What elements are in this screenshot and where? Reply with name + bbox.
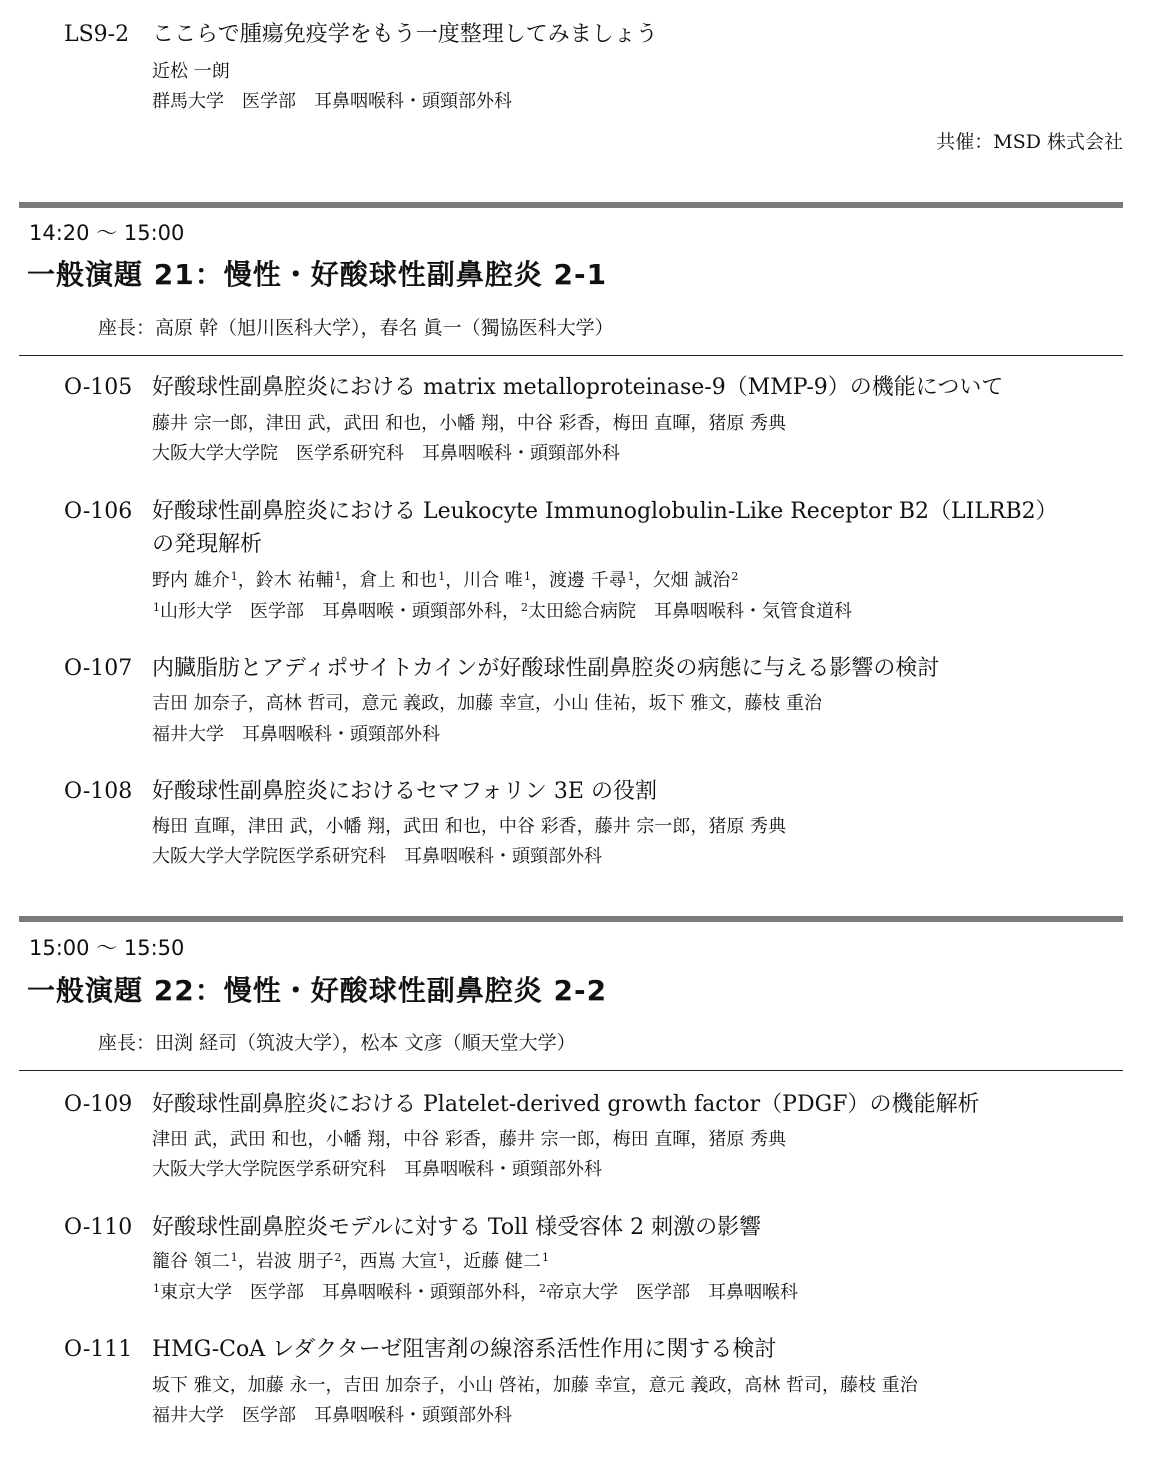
affiliation-mark: 1	[153, 1282, 160, 1295]
presentation-affiliation: 群馬大学 医学部 耳鼻咽喉科・頭頸部外科	[152, 91, 512, 112]
presentation-code: O-110	[64, 1215, 133, 1240]
affiliation-text: 太田総合病院 耳鼻咽喉科・気管食道科	[528, 601, 852, 622]
presentation-affiliation: 福井大学 耳鼻咽喉科・頭頸部外科	[152, 724, 440, 745]
presentation-code: O-111	[64, 1337, 133, 1362]
author-affiliation-mark: 1	[230, 570, 238, 583]
author-affiliation-mark: 2	[731, 570, 739, 583]
presentation-code: O-108	[64, 779, 133, 804]
presentation-title: ここらで腫瘍免疫学をもう一度整理してみましょう	[152, 22, 658, 47]
presentation-affiliation: 大阪大学大学院医学系研究科 耳鼻咽喉科・頭頸部外科	[152, 1159, 602, 1180]
presentation-code: O-105	[64, 375, 133, 400]
presentation-code: O-109	[64, 1092, 133, 1117]
session-title: 一般演題 22：慢性・好酸球性副鼻腔炎 2-2	[27, 974, 608, 1007]
session-divider-thick	[19, 916, 1123, 922]
presentation-authors: 坂下 雅文，加藤 永一，吉田 加奈子，小山 啓祐，加藤 幸宣，意元 義政，高林 哲司，藤枝 重治	[152, 1375, 918, 1396]
session-title: 一般演題 21：慢性・好酸球性副鼻腔炎 2-1	[27, 258, 608, 291]
author-name: 鈴木 祐輔	[255, 570, 334, 591]
author-separator: ，	[530, 570, 549, 591]
session-time: 15:00 ～ 15:50	[29, 936, 185, 960]
author-separator: ，	[634, 570, 653, 591]
affiliation-text: 帝京大学 医学部 耳鼻咽喉科	[546, 1282, 798, 1303]
presentation-title: 好酸球性副鼻腔炎における matrix metalloproteinase-9（MMP-9）の機能について	[152, 375, 1004, 400]
presentation-code: O-107	[64, 656, 133, 681]
author-name: 倉上 和也	[359, 570, 438, 591]
presentation-authors: 藤井 宗一郎，津田 武，武田 和也，小幡 翔，中谷 彩香，梅田 直暉，猪原 秀典	[152, 413, 787, 434]
session-divider-thin	[19, 355, 1123, 356]
author-name: 近藤 健二	[463, 1251, 541, 1272]
presentation-title: 好酸球性副鼻腔炎におけるセマフォリン 3E の役割	[152, 779, 657, 804]
author-name: 欠畑 誠治	[652, 570, 731, 591]
author-affiliation-mark: 1	[541, 1251, 549, 1264]
author-separator: ，	[237, 570, 256, 591]
author-separator: ，	[341, 1251, 360, 1272]
affiliation-mark: 2	[539, 1282, 546, 1295]
presentation-affiliation: 福井大学 医学部 耳鼻咽喉科・頭頸部外科	[152, 1405, 512, 1426]
session-chairs: 座長：田渕 経司（筑波大学），松本 文彦（順天堂大学）	[98, 1032, 576, 1054]
author-affiliation-mark: 1	[334, 570, 342, 583]
author-name: 渡邊 千尋	[548, 570, 627, 591]
author-name: 西嶌 大宣	[359, 1251, 438, 1272]
author-separator: ，	[341, 570, 360, 591]
author-separator: ，	[445, 570, 464, 591]
presentation-authors: 近松 一朗	[152, 61, 230, 82]
author-separator: ，	[237, 1251, 256, 1272]
sponsor-note: 共催：MSD 株式会社	[936, 131, 1123, 153]
author-affiliation-mark: 1	[438, 1251, 446, 1264]
session-divider-thick	[19, 202, 1123, 208]
presentation-title: HMG-CoA レダクターゼ阻害剤の線溶系活性作用に関する検討	[152, 1337, 777, 1362]
author-affiliation-mark: 1	[230, 1251, 238, 1264]
author-name: 川合 唯	[463, 570, 523, 591]
affiliation-text: 東京大学 医学部 耳鼻咽喉科・頭頸部外科，	[160, 1282, 538, 1303]
author-name: 岩波 朋子	[255, 1251, 334, 1272]
presentation-authors: 梅田 直暉，津田 武，小幡 翔，武田 和也，中谷 彩香，藤井 宗一郎，猪原 秀典	[152, 816, 787, 837]
affiliation-mark: 1	[153, 601, 160, 614]
author-separator: ，	[445, 1251, 464, 1272]
session-time: 14:20 ～ 15:00	[29, 221, 185, 245]
session-divider-thin	[19, 1070, 1123, 1071]
author-affiliation-mark: 1	[523, 570, 531, 583]
presentation-affiliation: 大阪大学大学院 医学系研究科 耳鼻咽喉科・頭頸部外科	[152, 443, 620, 464]
presentation-title: 内臓脂肪とアディポサイトカインが好酸球性副鼻腔炎の病態に与える影響の検討	[152, 656, 940, 681]
affiliation-mark: 2	[521, 601, 528, 614]
presentation-code: O-106	[64, 499, 133, 524]
author-name: 籠谷 領二	[152, 1251, 230, 1272]
presentation-authors: 津田 武，武田 和也，小幡 翔，中谷 彩香，藤井 宗一郎，梅田 直暉，猪原 秀典	[152, 1129, 787, 1150]
author-affiliation-mark: 1	[438, 570, 446, 583]
author-affiliation-mark: 2	[334, 1251, 342, 1264]
presentation-authors	[152, 1249, 549, 1275]
presentation-title-continued: の発現解析	[152, 532, 263, 557]
presentation-title: 好酸球性副鼻腔炎モデルに対する Toll 様受容体 2 刺激の影響	[152, 1215, 762, 1240]
presentation-affiliation	[152, 1280, 798, 1306]
presentation-authors: 吉田 加奈子，高林 哲司，意元 義政，加藤 幸宣，小山 佳祐，坂下 雅文，藤枝 重治	[152, 693, 823, 714]
presentation-affiliation	[152, 599, 852, 625]
presentation-title: 好酸球性副鼻腔炎における Platelet-derived growth factor（PDGF）の機能解析	[152, 1092, 980, 1117]
presentation-code: LS9-2	[64, 22, 130, 47]
session-chairs: 座長：高原 幹（旭川医科大学），春名 眞一（獨協医科大学）	[98, 317, 614, 339]
author-name: 野内 雄介	[152, 570, 230, 591]
author-affiliation-mark: 1	[627, 570, 635, 583]
presentation-authors	[152, 568, 738, 594]
presentation-affiliation: 大阪大学大学院医学系研究科 耳鼻咽喉科・頭頸部外科	[152, 846, 602, 867]
presentation-title: 好酸球性副鼻腔炎における Leukocyte Immunoglobulin-Like Receptor B2（LILRB2）	[152, 499, 1058, 524]
affiliation-text: 山形大学 医学部 耳鼻咽喉・頭頸部外科，	[160, 601, 520, 622]
